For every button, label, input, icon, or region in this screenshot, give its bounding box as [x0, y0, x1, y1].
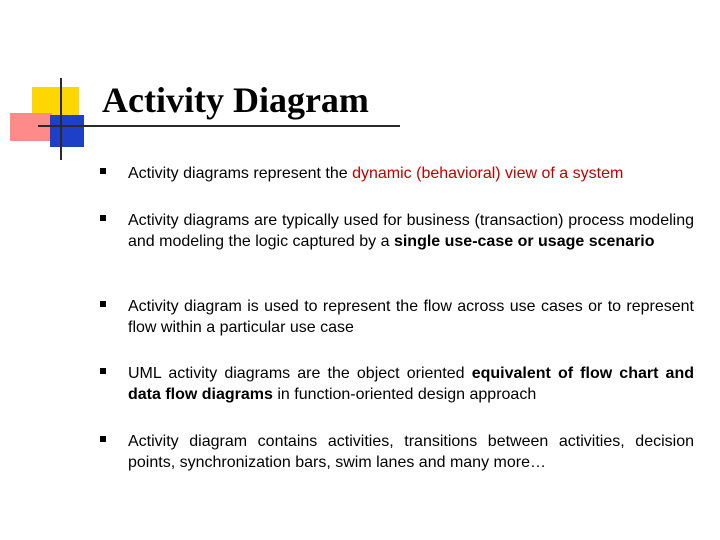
list-item: [100, 163, 696, 184]
bullet-text-plain: in function-oriented design approach: [272, 386, 537, 403]
bullet-text: [128, 363, 694, 405]
bullet-marker-icon: [100, 368, 106, 374]
bullet-text: [128, 296, 694, 338]
bullet-text: [128, 210, 694, 252]
bullet-text: [128, 431, 694, 473]
list-item: [100, 431, 696, 473]
bullet-text-plain: Activity diagrams are typically used for business (transaction) process modeling and modeling the logic captured by a: [128, 212, 694, 250]
bullet-marker-icon: [100, 215, 106, 221]
bullet-text-highlight: dynamic (behavioral) view of a system: [352, 165, 624, 182]
bullet-text-bold: single use-case or usage scenario: [393, 233, 655, 250]
list-item: [100, 210, 696, 252]
bullet-marker-icon: [100, 436, 106, 442]
bullet-text-plain: Activity diagrams represent the: [128, 165, 353, 182]
slide-title: Activity Diagram: [102, 80, 369, 120]
bullet-marker-icon: [100, 301, 106, 307]
bullet-marker-icon: [100, 168, 106, 174]
bullet-text-bold: equivalent of flow chart and data flow diagrams: [128, 365, 695, 403]
bullet-text-plain: UML activity diagrams are the object oriented: [128, 365, 472, 382]
bullet-text-plain: Activity diagram is used to represent the flow across use cases or to represent flow within a particular use case: [128, 298, 694, 336]
bullet-text: [128, 163, 694, 184]
bullet-text-plain: Activity diagram contains activities, transitions between activities, decision points, synchronization bars, swim lanes and many more…: [128, 433, 694, 471]
list-item: [100, 296, 696, 338]
list-item: [100, 363, 696, 405]
